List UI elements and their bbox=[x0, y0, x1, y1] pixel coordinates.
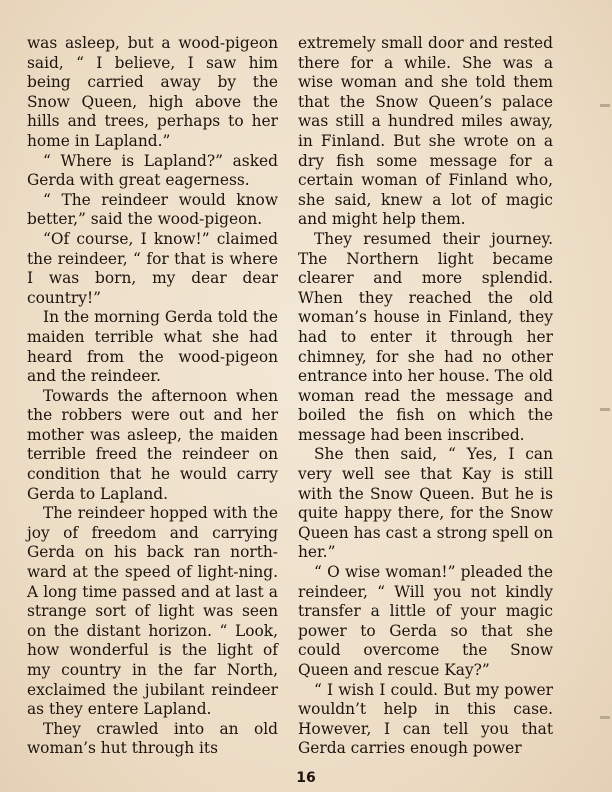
paragraph: In the morning Gerda told the maiden terrible what she had heard from the wood-pigeon and the reindeer. bbox=[27, 308, 278, 386]
page-number: 16 bbox=[296, 770, 316, 786]
paragraph: “ I wish I could. But my power wouldn’t help in this case. However, I can tell you that Gerda carries enough power bbox=[298, 680, 553, 758]
paragraph: “ O wise woman!” pleaded the reindeer, “ Will you not kindly transfer a little of your magic power to Gerda so that she could overcome the Snow Queen and rescue Kay?” bbox=[298, 563, 553, 679]
edge-mark bbox=[600, 408, 610, 411]
paragraph: They resumed their journey. The Northern light became clearer and more splendid. When they reached the old woman’s house in Finland, they had to enter it through her chimney, for she had no other entrance into her house. The old woman read the message and boiled the fish on which the message had been inscribed. bbox=[298, 229, 553, 444]
paragraph: was asleep, but a wood-pigeon said, “ I believe, I saw him being carried away by the Snow Queen, high above the hills and trees, perhaps to her home in Lapland.” bbox=[27, 34, 278, 150]
paragraph: “ The reindeer would know better,” said the wood-pigeon. bbox=[27, 190, 278, 229]
paragraph: The reindeer hopped with the joy of freedom and carrying Gerda on his back ran north-ward at the speed of light-ning. A long time passed and at last a strange sort of light was seen on the distant horizon. “ Look, how wonderful is the light of my country in the far North, exclaimed the jubilant reindeer as they entere Lapland. bbox=[27, 504, 278, 719]
right-column bbox=[298, 34, 553, 759]
paragraph: “Of course, I know!” claimed the reindeer, “ for that is where I was born, my dear dear country!” bbox=[27, 229, 278, 307]
edge-mark bbox=[600, 104, 610, 107]
paragraph: “ Where is Lapland?” asked Gerda with great eagerness. bbox=[27, 151, 278, 190]
left-column bbox=[27, 34, 278, 759]
edge-mark bbox=[600, 716, 610, 719]
paragraph: extremely small door and rested there for a while. She was a wise woman and she told them that the Snow Queen’s palace was still a hundred miles away, in Finland. But she wrote on a dry fish some message for a certain woman of Finland who, she said, knew a lot of magic and might help them. bbox=[298, 34, 553, 229]
paragraph: Towards the afternoon when the robbers were out and her mother was asleep, the maiden terrible freed the reindeer on condition that he would carry Gerda to Lapland. bbox=[27, 386, 278, 503]
paragraph: They crawled into an old woman’s hut through its bbox=[27, 719, 278, 758]
paragraph: She then said, “ Yes, I can very well see that Kay is still with the Snow Queen. But he is quite happy there, for the Snow Queen has cast a strong spell on her.” bbox=[298, 445, 553, 562]
